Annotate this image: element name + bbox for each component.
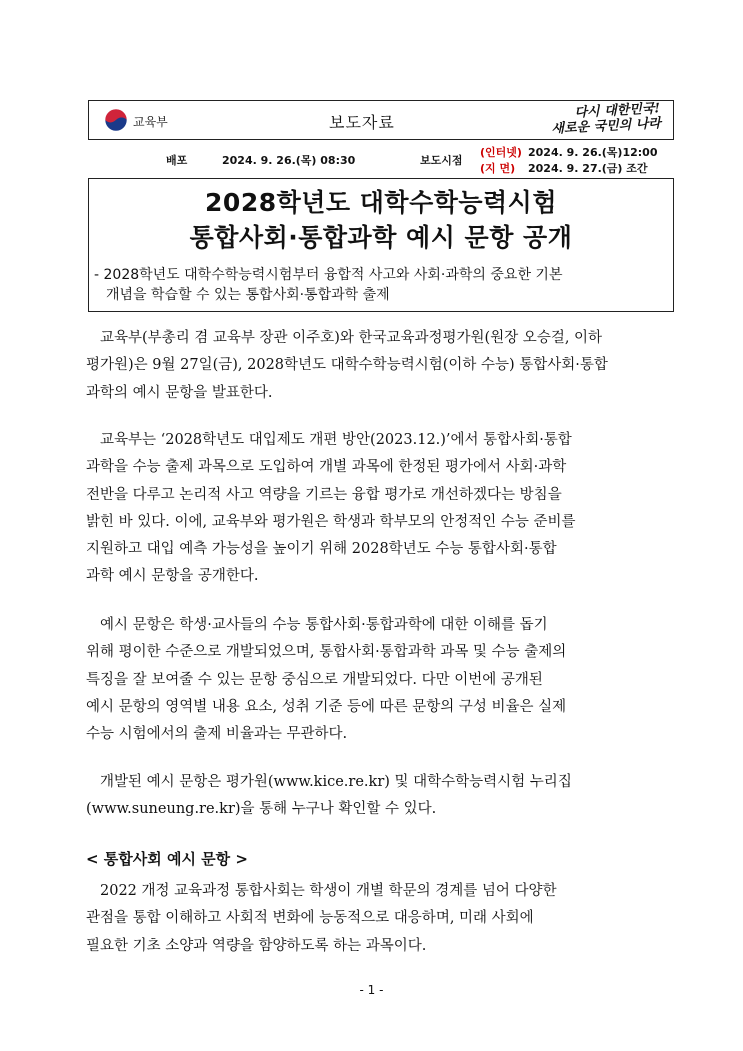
subtitle-line-2: 개념을 학습할 수 있는 통합사회·통합과학 출제 <box>106 287 390 303</box>
paragraph-line: 특징을 잘 보여줄 수 있는 문항 중심으로 개발되었다. 다만 이번에 공개된 <box>86 671 543 688</box>
paragraph-line: 과학 예시 문항을 공개한다. <box>86 568 259 585</box>
ministry-name: 교육부 <box>133 115 168 129</box>
paragraph-1 <box>86 325 676 407</box>
slogan <box>551 101 662 137</box>
paragraph-line: 전반을 다루고 논리적 사고 역량을 기르는 융합 평가로 개선하겠다는 방침을 <box>86 486 562 503</box>
distribution-row <box>88 146 674 176</box>
paragraph-line: 밝힌 바 있다. 이에, 교육부와 평가원은 학생과 학부모의 안정적인 수능 준비를 <box>86 513 576 530</box>
header-box <box>88 100 674 140</box>
paragraph-line: 관점을 통합 이해하고 사회적 변화에 능동적으로 대응하며, 미래 사회에 <box>86 910 534 927</box>
release-internet-time: 2024. 9. 26.(목)12:00 <box>528 146 658 159</box>
release-label: 보도시점 <box>420 154 463 167</box>
slogan-line-1: 다시 대한민국! <box>574 101 661 121</box>
ministry-logo-icon <box>104 108 128 132</box>
paragraph-2 <box>86 427 676 591</box>
paragraph-line: 과학의 예시 문항을 발표한다. <box>86 384 273 401</box>
slogan-line-2: 새로운 국민의 나라 <box>551 116 662 137</box>
document-type: 보도자료 <box>329 113 395 132</box>
paragraph-line: 2022 개정 교육과정 통합사회는 학생이 개별 학문의 경계를 넘어 다양한 <box>100 883 557 899</box>
paragraph-line: 교육부(부총리 겸 교육부 장관 이주호)와 한국교육과정평가원(원장 오승걸, 이하 <box>100 330 603 346</box>
subtitle-line-1: - 2028학년도 대학수학능력시험부터 융합적 사고와 사회·과학의 중요한 기본 <box>94 267 563 283</box>
paragraph-3 <box>86 612 676 748</box>
distribution-label: 배포 <box>166 154 188 167</box>
paragraph-line: 지원하고 대입 예측 가능성을 높이기 위해 2028학년도 수능 통합사회·통합 <box>86 541 557 558</box>
paragraph-line: 예시 문항의 영역별 내용 요소, 성취 기준 등에 따른 문항의 구성 비율은 실제 <box>86 698 567 715</box>
paragraph-line: 예시 문항은 학생·교사들의 수능 통합사회·통합과학에 대한 이해를 돕기 <box>100 617 548 633</box>
paragraph-line: 필요한 기초 소양과 역량을 함양하도록 하는 과목이다. <box>86 937 427 954</box>
paragraph-line: 위해 평이한 수준으로 개발되었으며, 통합사회·통합과학 과목 및 수능 출제의 <box>86 644 567 661</box>
paragraph-line: 수능 시험에서의 출제 비율과는 무관하다. <box>86 726 348 743</box>
paragraph-4 <box>86 769 676 824</box>
release-paper-time: 2024. 9. 27.(금) 조간 <box>528 162 648 175</box>
release-paper-label: (지 면) <box>480 162 516 175</box>
paragraph-line: (www.suneung.re.kr)을 통해 누구나 확인할 수 있다. <box>86 801 437 818</box>
title-line-1: 2028학년도 대학수학능력시험 <box>205 188 557 217</box>
subtitle <box>94 265 670 305</box>
paragraph-line: 교육부는 ‘2028학년도 대입제도 개편 방안(2023.12.)’에서 통합사회·통합 <box>100 432 572 448</box>
paragraph-5 <box>86 878 676 960</box>
title-line-2: 통합사회·통합과학 예시 문항 공개 <box>189 223 573 252</box>
section-heading: < 통합사회 예시 문항 > <box>86 850 248 868</box>
title-box <box>88 178 674 312</box>
paragraph-line: 과학을 수능 출제 과목으로 도입하여 개별 과목에 한정된 평가에서 사회·과학 <box>86 459 567 476</box>
paragraph-line: 평가원)은 9월 27일(금), 2028학년도 대학수학능력시험(이하 수능) 통합사회·통합 <box>86 357 608 374</box>
release-internet-label: (인터넷) <box>480 146 522 159</box>
distribution-date: 2024. 9. 26.(목) 08:30 <box>222 154 356 167</box>
paragraph-line: 개발된 예시 문항은 평가원(www.kice.re.kr) 및 대학수학능력시험 누리집 <box>100 774 572 790</box>
page-number: - 1 - <box>359 983 384 997</box>
